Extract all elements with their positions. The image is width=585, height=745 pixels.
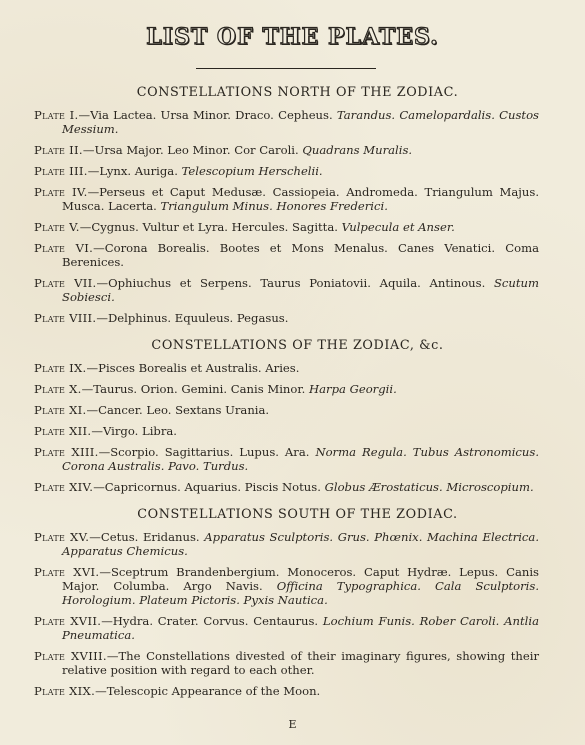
plate-sep: —	[87, 185, 100, 199]
plate-sep: —	[89, 530, 101, 544]
section-heading-north: CONSTELLATIONS NORTH OF THE ZODIAC.	[136, 85, 459, 100]
plate-text: Telescopic Appearance of the Moon.	[106, 684, 321, 698]
plate-sep: —	[93, 241, 105, 255]
plate-sep: —	[91, 424, 104, 438]
plate-italic: Lochium Funis. Rober Caroli. Antlia Pneumatica.	[62, 614, 539, 642]
plate-text: Perseus et Caput Medusæ. Cassiopeia. Andromeda. Triangulum Majus. Musca. Lacerta.	[62, 185, 540, 213]
plate-italic: Telescopium Herschelii.	[181, 164, 323, 178]
plate-italic: Quadrans Muralis.	[302, 143, 413, 157]
plate-text: Hydra. Crater. Corvus. Centaurus.	[112, 614, 319, 628]
plate-sep: —	[101, 614, 113, 628]
plate-label: Plate II.	[34, 143, 83, 157]
title-rule	[196, 68, 376, 69]
section-heading-zodiac: CONSTELLATIONS OF THE ZODIAC, &c.	[151, 338, 444, 353]
plate-text: Sceptrum Brandenbergium. Monoceros. Caput Hydræ. Lepus. Canis Major. Columba. Argo Navis.	[62, 565, 539, 593]
plate-text: Ursa Major. Leo Minor. Cor Caroli.	[94, 143, 299, 157]
plate-text: The Constellations divested of their imaginary figures, showing their relative position with regard to each other.	[62, 649, 539, 677]
plate-sep: —	[106, 649, 119, 663]
plate-text: Corona Borealis. Bootes et Mons Menalus. Canes Venatici. Coma Berenices.	[62, 241, 539, 269]
plate-label: Plate VI.	[34, 241, 94, 255]
plate-sep: —	[96, 276, 109, 290]
plate-text: Taurus. Orion. Gemini. Canis Minor.	[93, 382, 306, 396]
plate-text: Cancer. Leo. Sextans Urania.	[98, 403, 270, 417]
plate-entry	[34, 108, 539, 136]
plate-label: Plate I.	[34, 108, 79, 122]
plate-text: Pisces Borealis et Australis. Aries.	[98, 361, 300, 375]
plate-italic: Triangulum Minus. Honores Frederici.	[160, 199, 388, 213]
plate-entry	[34, 361, 539, 375]
plate-label: Plate XI.	[34, 403, 87, 417]
plate-text: Virgo. Libra.	[103, 424, 177, 438]
plate-entry	[34, 649, 539, 677]
plate-entry	[34, 382, 539, 396]
plate-label: Plate VII.	[34, 276, 97, 290]
plate-entry	[34, 276, 539, 304]
plate-sep: —	[86, 361, 99, 375]
plate-text: Cygnus. Vultur et Lyra. Hercules. Sagitta.	[91, 220, 338, 234]
plate-label: Plate V.	[34, 220, 80, 234]
plate-sep: —	[87, 164, 100, 178]
plate-label: Plate XVII.	[34, 614, 102, 628]
plate-text: Ophiuchus et Serpens. Taurus Poniatovii. Aquila. Antinous.	[108, 276, 486, 290]
plate-entry	[34, 185, 539, 213]
plate-label: Plate XVI.	[34, 565, 100, 579]
plate-italic: Harpa Georgii.	[309, 382, 397, 396]
plate-sep: —	[78, 108, 91, 122]
plate-sep: —	[81, 382, 94, 396]
page-title: LIST OF THE PLATES.	[146, 24, 439, 50]
plate-label: Plate IV.	[34, 185, 88, 199]
plate-entry	[34, 220, 539, 234]
plate-label: Plate VIII.	[34, 311, 97, 325]
plate-sep: —	[99, 565, 111, 579]
plate-entry	[34, 530, 539, 558]
plate-entry	[34, 445, 539, 473]
plate-sep: —	[86, 403, 99, 417]
plate-sep: —	[95, 684, 107, 698]
plate-entry	[34, 424, 539, 438]
plate-sep: —	[96, 311, 109, 325]
plate-label: Plate XIX.	[34, 684, 96, 698]
plate-sep: —	[98, 445, 111, 459]
plate-label: Plate XVIII.	[34, 649, 107, 663]
plate-text: Lynx. Auriga.	[99, 164, 178, 178]
plate-italic: Officina Typographica. Cala Sculptoris. Horologium. Plateum Pictoris. Pyxis Nautica.	[62, 579, 539, 607]
plate-sep: —	[82, 143, 95, 157]
plate-label: Plate XII.	[34, 424, 92, 438]
plate-text: Via Lactea. Ursa Minor. Draco. Cepheus.	[90, 108, 333, 122]
plate-text: Capricornus. Aquarius. Piscis Notus.	[104, 480, 321, 494]
plate-italic: Globus Ærostaticus. Microscopium.	[324, 480, 534, 494]
plate-sep: —	[79, 220, 92, 234]
plate-italic: Vulpecula et Anser.	[341, 220, 455, 234]
plate-label: Plate IX.	[34, 361, 87, 375]
plate-label: Plate XIV.	[34, 480, 94, 494]
plate-entry	[34, 241, 539, 269]
plate-entry	[34, 565, 539, 607]
plate-italic: Scutum Sobiesci.	[62, 276, 539, 304]
plate-text: Cetus. Eridanus.	[100, 530, 200, 544]
plate-entry	[34, 403, 539, 417]
section-heading-south: CONSTELLATIONS SOUTH OF THE ZODIAC.	[137, 507, 458, 522]
plate-italic: Apparatus Sculptoris. Grus. Phœnix. Machina Electrica. Apparatus Chemicus.	[62, 530, 540, 558]
plate-entry	[34, 143, 539, 157]
plate-text: Delphinus. Equuleus. Pegasus.	[108, 311, 289, 325]
plate-italic: Tarandus. Camelopardalis. Custos Messium.	[62, 108, 539, 136]
plate-text: Scorpio. Sagittarius. Lupus. Ara.	[110, 445, 310, 459]
plate-entry	[34, 311, 539, 325]
plate-sep: —	[93, 480, 105, 494]
plates-list	[34, 86, 539, 705]
plate-entry	[34, 614, 539, 642]
plate-entry	[34, 480, 539, 494]
plate-label: Plate X.	[34, 382, 82, 396]
signature-mark: E	[288, 718, 297, 731]
plate-label: Plate XV.	[34, 530, 90, 544]
plate-entry	[34, 684, 539, 698]
plate-italic: Norma Regula. Tubus Astronomicus. Corona Australis. Pavo. Turdus.	[62, 445, 540, 473]
plate-entry	[34, 164, 539, 178]
plate-label: Plate III.	[34, 164, 88, 178]
plate-label: Plate XIII.	[34, 445, 99, 459]
